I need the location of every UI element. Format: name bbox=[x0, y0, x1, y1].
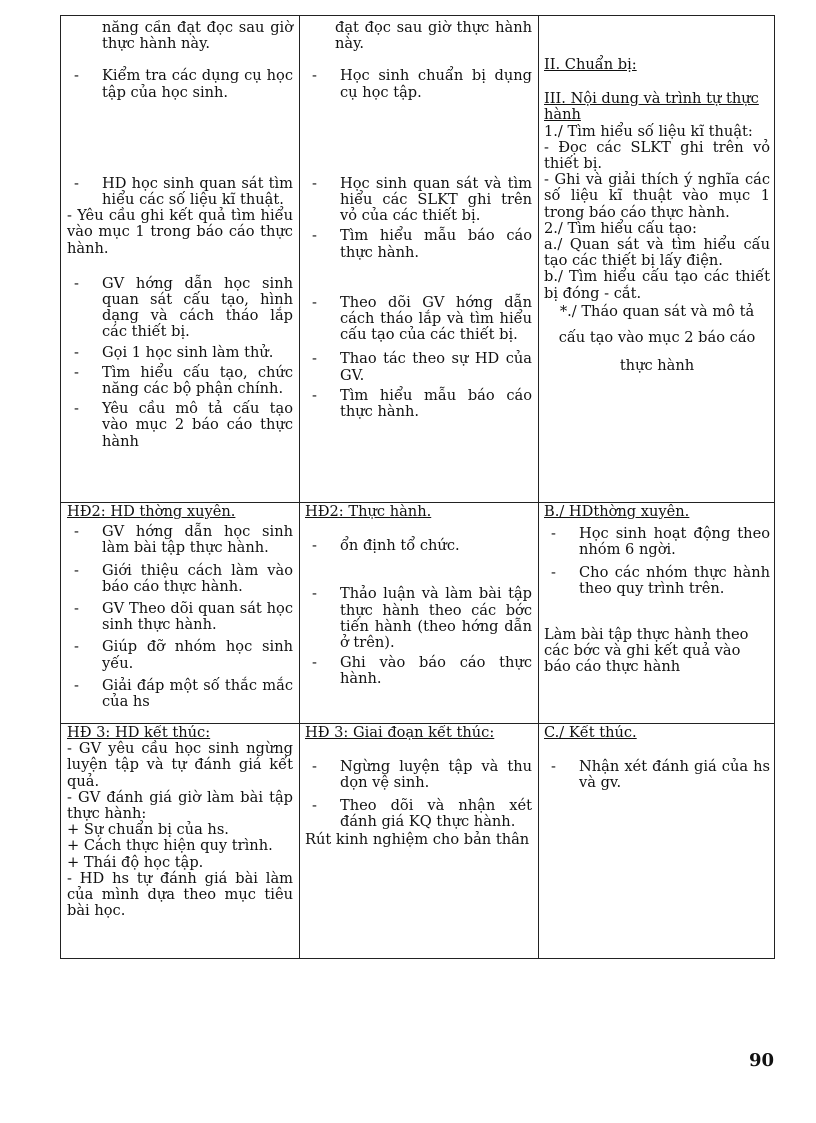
list-item: - GV hớng dẫn học sinh quan sát cấu tạo, hình dạng và cách tháo lắp các thiết bị. bbox=[67, 276, 293, 341]
cell-text: - Ghi và giải thích ý nghĩa các số liệu kĩ thuật vào mục 1 trong báo cáo thực hành. bbox=[544, 171, 770, 221]
list-item: - GV hớng dẫn học sinh làm bài tập thực hành. bbox=[67, 524, 293, 556]
list-item: - GV Theo dõi quan sát học sinh thực hành. bbox=[67, 601, 293, 633]
cell-text: - Đọc các SLKT ghi trên vỏ thiết bị. bbox=[544, 138, 770, 173]
cell-text: + Sự chuẩn bị của hs. bbox=[67, 821, 229, 839]
cell-text: năng cần đạt đọc sau giờ thực hành này. bbox=[102, 20, 293, 53]
cell-text: 2./ Tìm hiểu cấu tạo: bbox=[544, 219, 697, 237]
list-item: - Thao tác theo sự HD của GV. bbox=[305, 351, 532, 383]
section-heading: C./ Kết thúc. bbox=[544, 725, 637, 741]
cell-text: 1./ Tìm hiểu số liệu kĩ thuật: bbox=[544, 122, 753, 140]
cell-text: - GV yêu cầu học sinh ngừng luyện tập và tự đánh giá kết quả. bbox=[67, 740, 293, 790]
list-item: - Giới thiệu cách làm vào báo cáo thực hành. bbox=[67, 563, 293, 595]
section-heading: B./ HDthờng xuyên. bbox=[544, 504, 690, 520]
row-divider bbox=[61, 502, 774, 503]
list-item: - Tìm hiểu cấu tạo, chức năng các bộ phận chính. bbox=[67, 365, 293, 397]
list-item: - Thảo luận và làm bài tập thực hành theo các bớc tiến hành (theo hớng dẫn ở trên). bbox=[305, 586, 532, 651]
list-item: - Ghi vào báo cáo thực hành. bbox=[305, 655, 532, 687]
cell-text: + Thái độ học tập. bbox=[67, 853, 204, 871]
list-item: - Yêu cầu mô tả cấu tạo vào mục 2 báo cáo thực hành bbox=[67, 401, 293, 450]
row3-col3-cell bbox=[538, 725, 776, 957]
row1-col3-cell bbox=[538, 20, 776, 500]
cell-text: - HD hs tự đánh giá bài làm của mình dựa theo mục tiêu bài học. bbox=[67, 869, 293, 920]
section-heading: II. Chuẩn bị: bbox=[544, 56, 637, 73]
list-item: - ổn định tổ chức. bbox=[305, 538, 532, 554]
row2-col2-cell bbox=[299, 504, 538, 722]
cell-text: b./ Tìm hiểu cấu tạo các thiết bị đóng - cắt. bbox=[544, 268, 770, 302]
list-item: - Theo dõi và nhận xét đánh giá KQ thực hành. bbox=[305, 798, 532, 830]
list-item: - Giải đáp một số thắc mắc của hs bbox=[67, 678, 293, 710]
cell-text: Rút kinh nghiệm cho bản thân bbox=[305, 831, 530, 849]
section-heading: HĐ2: HD thờng xuyên. bbox=[67, 504, 236, 520]
cell-text: + Cách thực hiện quy trình. bbox=[67, 837, 273, 855]
cell-text: - Yêu cầu ghi kết quả tìm hiểu vào mục 1 trong báo cáo thực hành. bbox=[67, 207, 293, 257]
list-item: - Ngừng luyện tập và thu dọn vệ sinh. bbox=[305, 759, 532, 791]
row2-col1-cell bbox=[61, 504, 299, 722]
section-heading: HĐ2: Thực hành. bbox=[305, 504, 432, 520]
row1-col2-cell bbox=[299, 20, 538, 500]
cell-text: - GV đánh giá giờ làm bài tập thực hành: bbox=[67, 788, 293, 823]
list-item: - Gọi 1 học sinh làm thử. bbox=[67, 345, 293, 361]
list-item: - Theo dõi GV hớng dẫn cách tháo lắp và tìm hiểu cấu tạo của các thiết bị. bbox=[305, 295, 532, 344]
section-heading: III. Nội dung và trình tự thực hành bbox=[544, 90, 759, 124]
list-item: - Tìm hiểu mẫu báo cáo thực hành. bbox=[305, 388, 532, 420]
cell-text: a./ Quan sát và tìm hiểu cấu tạo các thiết bị lấy điện. bbox=[544, 236, 770, 270]
list-item: - Học sinh chuẩn bị dụng cụ học tập. bbox=[305, 68, 532, 100]
cell-text: *./ Tháo quan sát và mô tả bbox=[559, 302, 755, 320]
section-heading: HĐ 3: HD kết thúc: bbox=[67, 725, 211, 741]
cell-text: Làm bài tập thực hành theo các bớc và ghi kết quả vào báo cáo thực hành bbox=[544, 626, 749, 676]
list-item: - Nhận xét đánh giá của hs và gv. bbox=[544, 759, 770, 791]
row3-col2-cell bbox=[299, 725, 538, 957]
page-number: 90 bbox=[749, 1050, 775, 1071]
cell-text: đạt đọc sau giờ thực hành này. bbox=[335, 20, 532, 53]
list-item: - HD học sinh quan sát tìm hiểu các số liệu kĩ thuật. bbox=[67, 176, 293, 208]
list-item: - Học sinh quan sát và tìm hiểu các SLKT ghi trên vỏ của các thiết bị. bbox=[305, 176, 532, 225]
lesson-table bbox=[60, 15, 775, 959]
cell-text: cấu tạo vào mục 2 báo cáo bbox=[558, 329, 756, 347]
list-item: - Tìm hiểu mẫu báo cáo thực hành. bbox=[305, 228, 532, 260]
section-heading: HĐ 3: Giai đoạn kết thúc: bbox=[305, 725, 495, 741]
row2-col3-cell bbox=[538, 504, 776, 722]
list-item: - Kiểm tra các dụng cụ học tập của học sinh. bbox=[67, 68, 293, 100]
row-divider bbox=[61, 723, 774, 724]
row1-col1-cell bbox=[61, 20, 299, 500]
row3-col1-cell bbox=[61, 725, 299, 957]
list-item: - Cho các nhóm thực hành theo quy trình trên. bbox=[544, 565, 770, 597]
list-item: - Học sinh hoạt động theo nhóm 6 ngời. bbox=[544, 526, 770, 558]
cell-text: thực hành bbox=[619, 357, 695, 375]
list-item: - Giúp đỡ nhóm học sinh yếu. bbox=[67, 639, 293, 671]
